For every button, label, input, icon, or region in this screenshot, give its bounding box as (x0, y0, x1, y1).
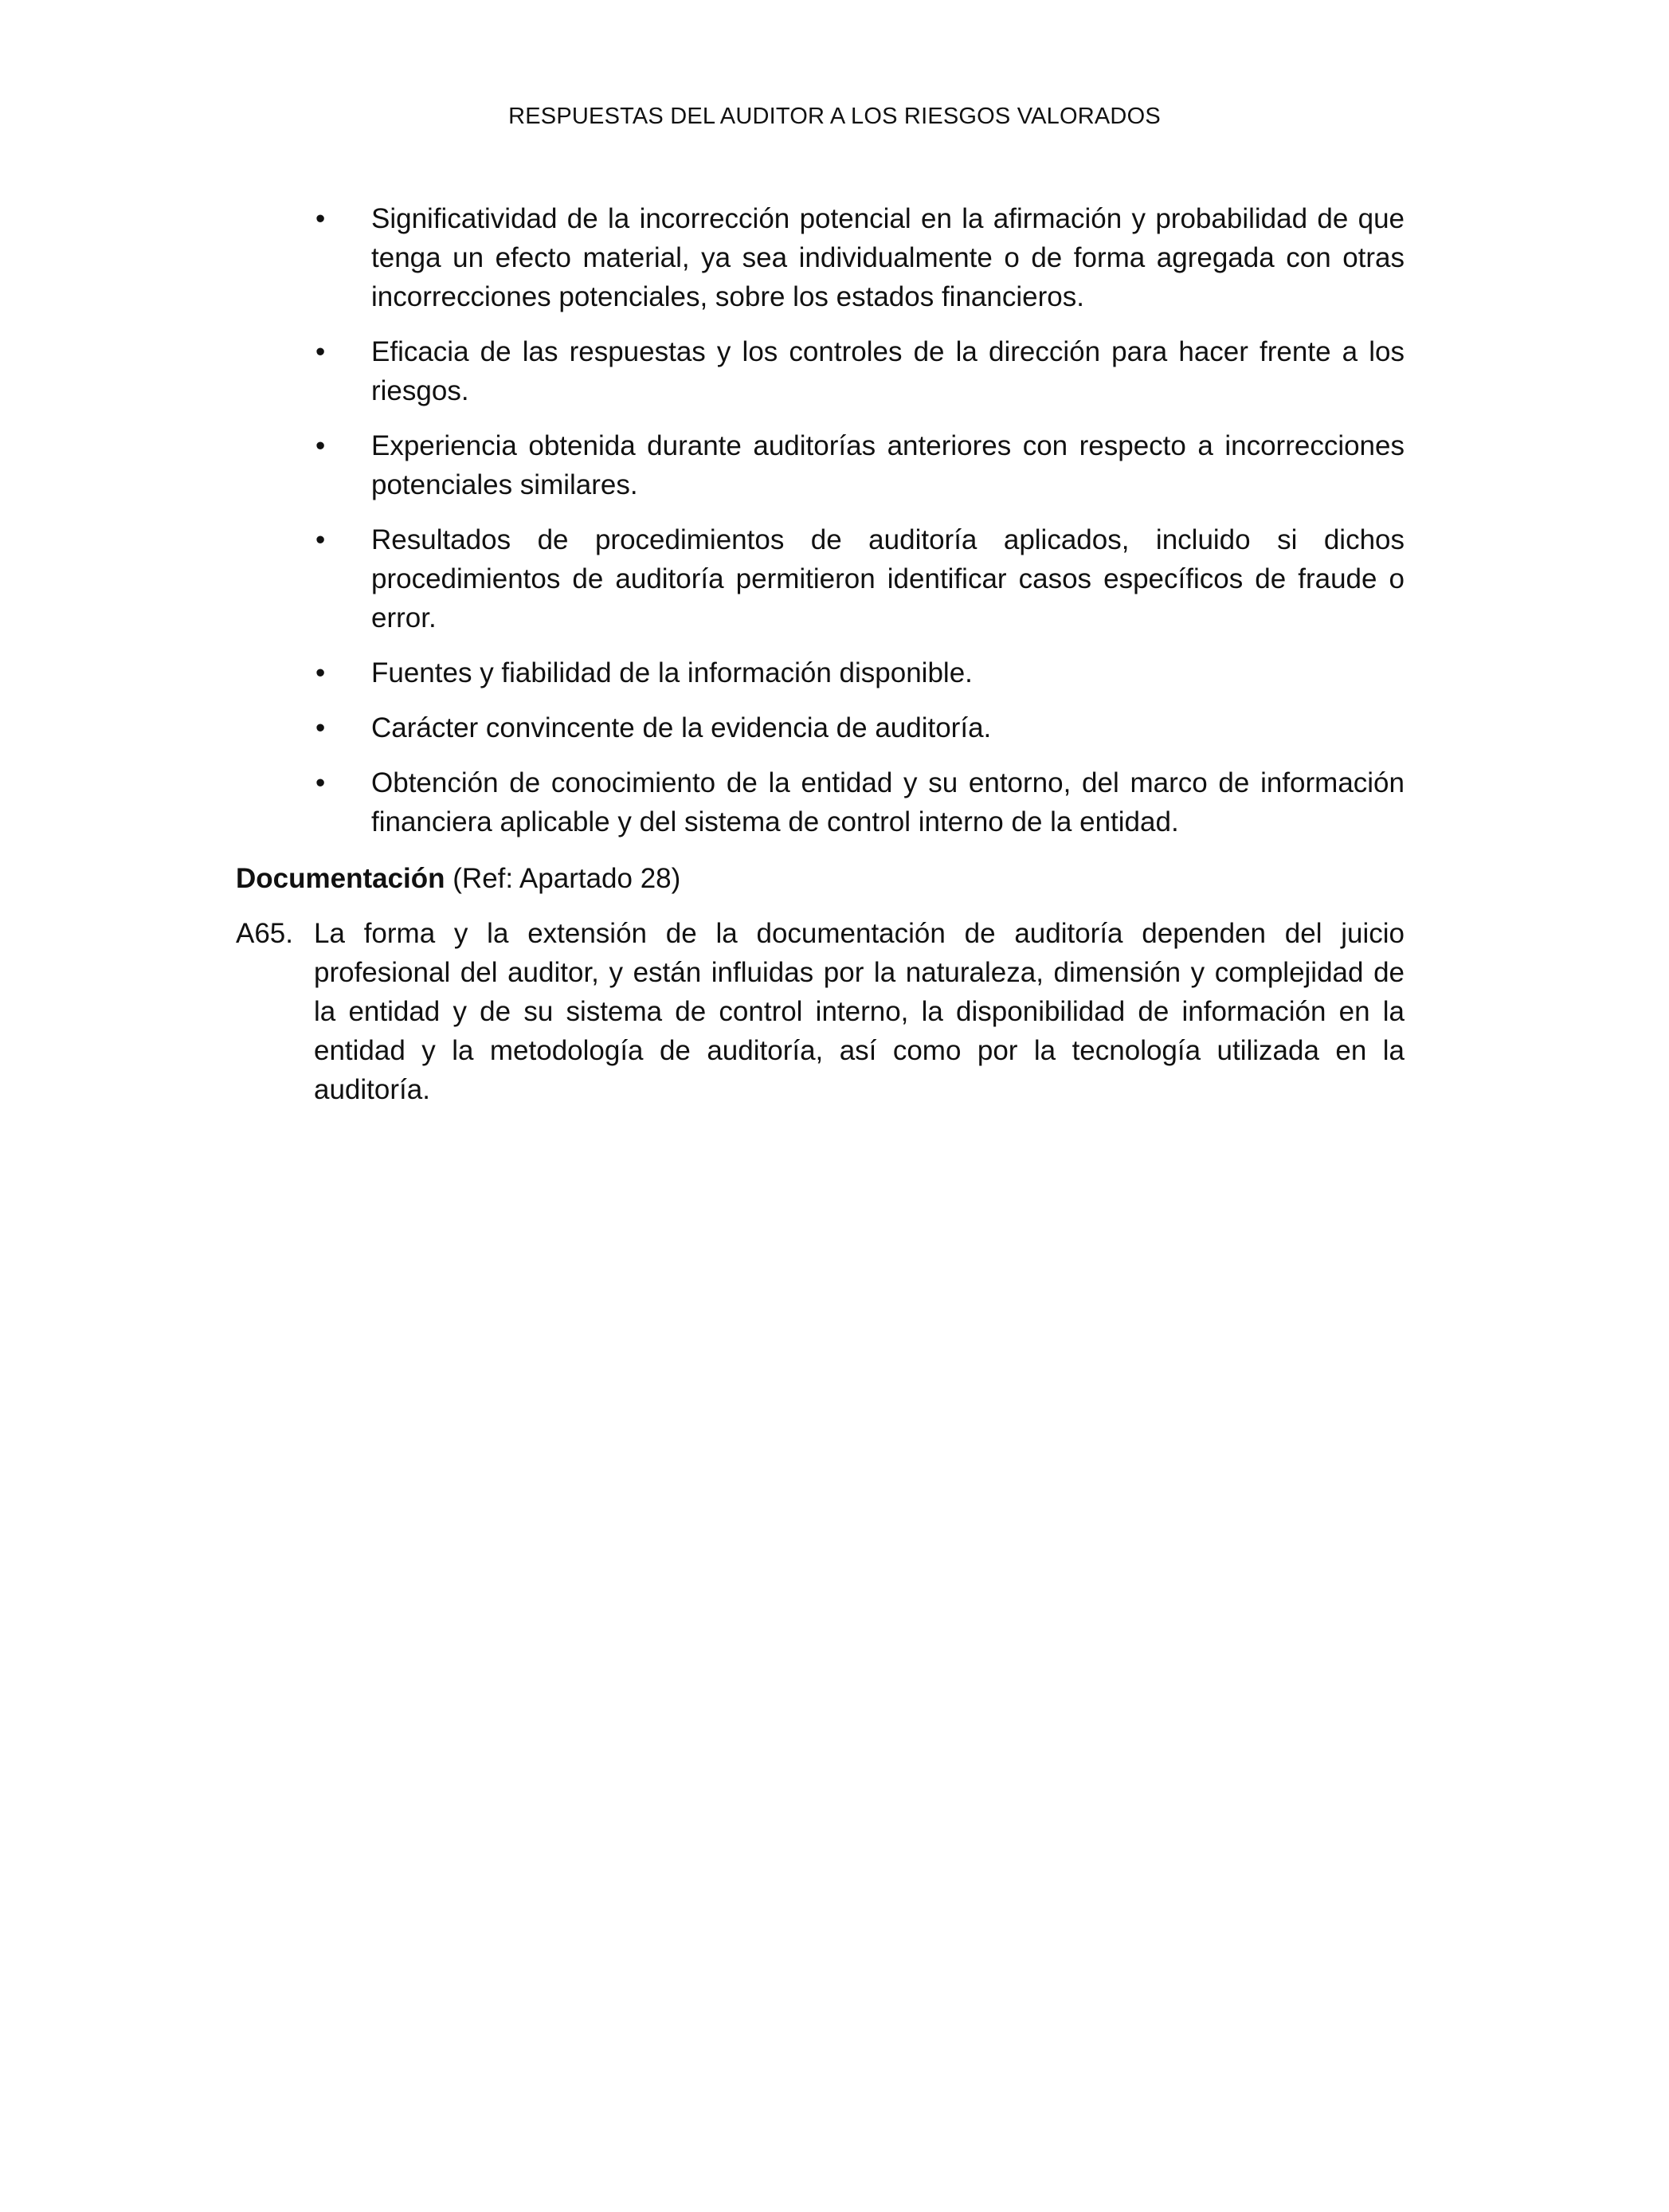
list-item (236, 520, 1405, 637)
bullet-marker: • (315, 203, 326, 234)
document-body (236, 199, 1405, 1109)
list-item-text: Resultados de procedimientos de auditoría aplicados, incluido si dichos procedimientos de auditoría permitieron identificar casos específicos de fraude o error. (371, 524, 1405, 633)
list-item-text: Experiencia obtenida durante auditorías anteriores con respecto a incorrecciones potenciales similares. (371, 430, 1405, 500)
page-header: RESPUESTAS DEL AUDITOR A LOS RIESGOS VALORADOS (508, 104, 1161, 129)
list-item-text: Carácter convincente de la evidencia de auditoría. (371, 712, 992, 743)
list-item (236, 763, 1405, 841)
paragraph-number: A65. (236, 918, 293, 949)
bullet-marker: • (315, 712, 326, 743)
list-item (236, 332, 1405, 410)
list-item-text: Obtención de conocimiento de la entidad y su entorno, del marco de información financiera aplicable y del sistema de control interno de la entidad. (371, 767, 1405, 837)
list-item (236, 708, 1405, 747)
list-item (236, 426, 1405, 504)
numbered-paragraph (236, 914, 1405, 1109)
list-item (236, 653, 1405, 692)
paragraph-text: La forma y la extensión de la documentación de auditoría dependen del juicio profesional del auditor, y están influidas por la naturaleza, dimensión y complejidad de la entidad y de su sistema de control interno, la disponibilidad de información en la entidad y la metodología de auditoría, así como por la tecnología utilizada en la auditoría. (314, 918, 1405, 1105)
factor-list (236, 199, 1405, 841)
section-reference: (Ref: Apartado 28) (453, 863, 681, 894)
bullet-marker: • (315, 430, 326, 461)
list-item-text: Fuentes y fiabilidad de la información disponible. (371, 657, 973, 688)
bullet-marker: • (315, 336, 326, 367)
bullet-marker: • (315, 657, 326, 688)
section-heading (236, 859, 1405, 898)
list-item (236, 199, 1405, 316)
list-item-text: Eficacia de las respuestas y los controles de la dirección para hacer frente a los riesgos. (371, 336, 1405, 406)
bullet-marker: • (315, 767, 326, 798)
section-title: Documentación (236, 863, 445, 894)
bullet-marker: • (315, 524, 326, 555)
list-item-text: Significatividad de la incorrección potencial en la afirmación y probabilidad de que tenga un efecto material, ya sea individualmente o de forma agregada con otras incorrecciones potenciales, sobre los estados financieros. (371, 203, 1405, 312)
